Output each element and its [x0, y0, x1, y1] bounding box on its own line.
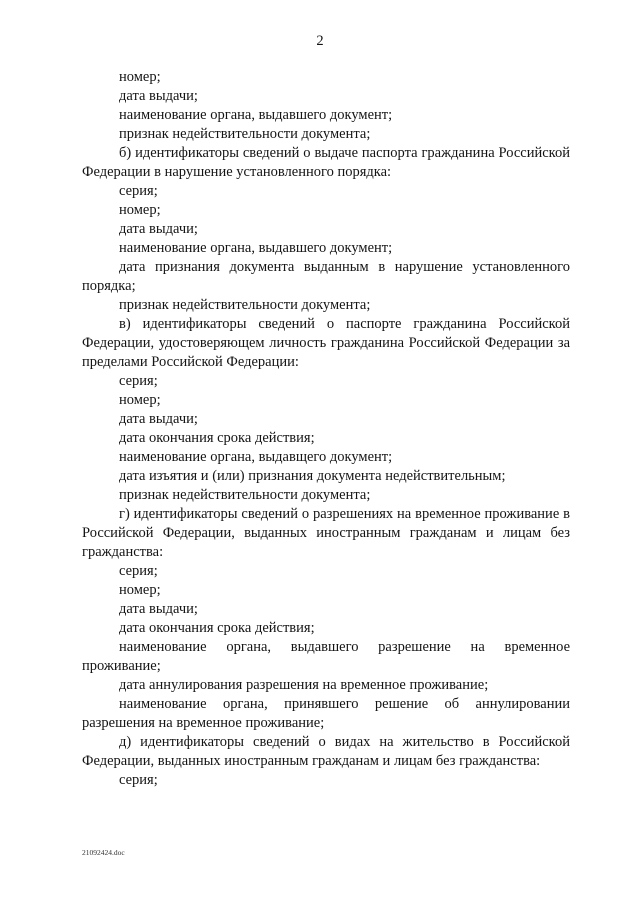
paragraph: дата окончания срока действия; [119, 430, 315, 446]
paragraph: наименование органа, принявшего решение об аннулировании разрешения на временное проживание; [82, 696, 570, 731]
paragraph: дата выдачи; [119, 221, 198, 237]
paragraph: в) идентификаторы сведений о паспорте гражданина Российской Федерации, удостоверяющем личность гражданина Российской Федерации за пределами Российской Федерации: [82, 316, 570, 370]
paragraph: серия; [119, 563, 158, 579]
paragraph: дата выдачи; [119, 601, 198, 617]
paragraph: номер; [119, 69, 161, 85]
paragraph: серия; [119, 772, 158, 788]
paragraph: признак недействительности документа; [119, 487, 371, 503]
paragraph: дата аннулирования разрешения на временное проживание; [119, 677, 489, 693]
paragraph: наименование органа, выдавшего документ; [119, 240, 393, 256]
paragraph: дата признания документа выданным в нарушение установленного порядка; [82, 259, 570, 294]
paragraph: дата выдачи; [119, 88, 198, 104]
paragraph: дата изъятия и (или) признания документа недействительным; [119, 468, 506, 484]
paragraph: б) идентификаторы сведений о выдаче паспорта гражданина Российской Федерации в нарушение установленного порядка: [82, 145, 570, 180]
paragraph: наименование органа, выдавщего документ; [119, 449, 393, 465]
footer-file-code: 21092424.doc [82, 848, 125, 857]
paragraph: номер; [119, 582, 161, 598]
paragraph: номер; [119, 202, 161, 218]
paragraph: признак недействительности документа; [119, 297, 371, 313]
paragraph: д) идентификаторы сведений о видах на жительство в Российской Федерации, выданных иностранным гражданам и лицам без гражданства: [82, 734, 570, 769]
paragraph: г) идентификаторы сведений о разрешениях на временное проживание в Российской Федерации, выданных иностранным гражданам и лицам без гражданства: [82, 506, 570, 560]
paragraph: наименование органа, выдавшего разрешение на временное проживание; [82, 639, 570, 674]
paragraph: наименование органа, выдавшего документ; [119, 107, 393, 123]
paragraph: номер; [119, 392, 161, 408]
paragraph: признак недействительности документа; [119, 126, 371, 142]
paragraph: серия; [119, 373, 158, 389]
paragraph: дата выдачи; [119, 411, 198, 427]
page-number: 2 [316, 33, 324, 49]
document-body [82, 68, 570, 790]
paragraph: серия; [119, 183, 158, 199]
paragraph: дата окончания срока действия; [119, 620, 315, 636]
